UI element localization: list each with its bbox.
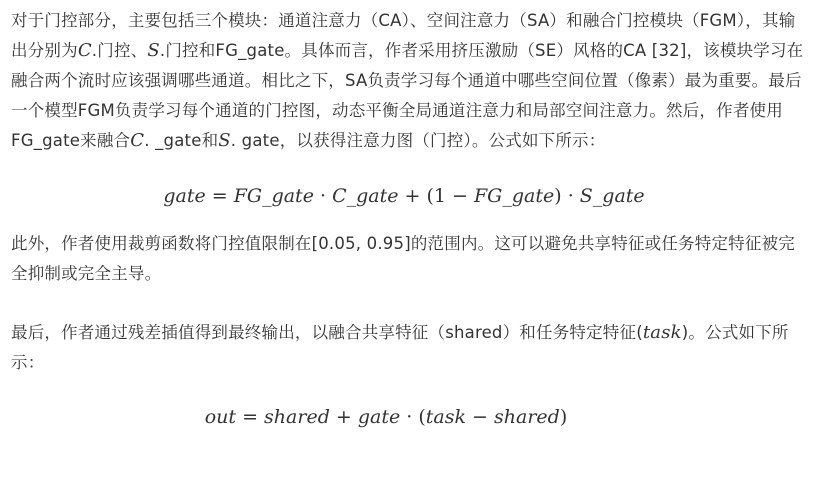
formula-term: shared <box>264 406 330 428</box>
formula-term: FG_gate <box>474 185 555 207</box>
formula-operator: + <box>398 185 427 207</box>
formula-term: S_gate <box>579 185 645 207</box>
formula-operator: · <box>313 185 333 207</box>
math-symbol-task: task <box>642 322 682 343</box>
formula-term: gate <box>357 406 401 428</box>
formula-term: gate <box>163 185 206 207</box>
text-segment: )。公式如下所示： <box>11 323 789 372</box>
formula-paren: ) <box>559 406 568 428</box>
formula-operator: · <box>400 406 419 428</box>
formula-term: C_gate <box>332 185 399 207</box>
math-symbol-s: S <box>218 130 231 151</box>
text-segment: 最后，作者通过残差插值得到最终输出，以融合共享特征（shared）和任务特定特征( <box>11 323 643 342</box>
text-segment: .门控、 <box>91 41 148 60</box>
output-formula <box>11 406 811 428</box>
paragraph-gating <box>11 6 811 156</box>
paragraph-residual <box>11 318 811 378</box>
formula-paren: ) <box>554 185 562 207</box>
formula-operator: = <box>236 406 265 428</box>
formula-term: shared <box>494 406 560 428</box>
formula-term: out <box>204 406 237 428</box>
gate-formula <box>11 185 811 207</box>
formula-number: 1 <box>433 185 446 207</box>
formula-paren: ( <box>426 185 434 207</box>
formula-term: FG_gate <box>233 185 314 207</box>
math-symbol-c: C <box>77 40 92 61</box>
text-segment: . gate，以获得注意力图（门控）。公式如下所示： <box>230 131 606 150</box>
formula-operator: · <box>561 185 580 207</box>
formula-operator: = <box>205 185 234 207</box>
formula-operator: − <box>446 185 474 207</box>
math-symbol-c: C <box>130 130 145 151</box>
paragraph-clipping: 此外，作者使用裁剪函数将门控值限制在[0.05, 0.95]的范围内。这可以避免共享特征或任务特定特征被完全抑制或完全主导。 <box>11 234 795 283</box>
math-symbol-s: S <box>147 40 160 61</box>
formula-term: task <box>425 406 467 428</box>
formula-operator: − <box>466 406 495 428</box>
text-segment: 对于门控部分，主要包括三个模块：通道注意力（CA）、空间注意力（SA）和融合门控模块（FGM），其输出分别为 <box>11 11 796 60</box>
formula-operator: + <box>329 406 358 428</box>
text-segment: .门控和FG_gate。具体而言，作者采用挤压激励（SE）风格的CA [32]，该模块学习在融合两个流时应该强调哪些通道。相比之下，SA负责学习每个通道中哪些空间位置（像素）最为重要。最后一个模型FGM负责学习每个通道的门控图，动态平衡全局通道注意力和局部空间注意力。然后，作者使用FG_gate来融合 <box>11 41 804 150</box>
article-body <box>11 6 811 428</box>
text-segment: . _gate和 <box>144 131 219 150</box>
formula-paren: ( <box>418 406 426 428</box>
